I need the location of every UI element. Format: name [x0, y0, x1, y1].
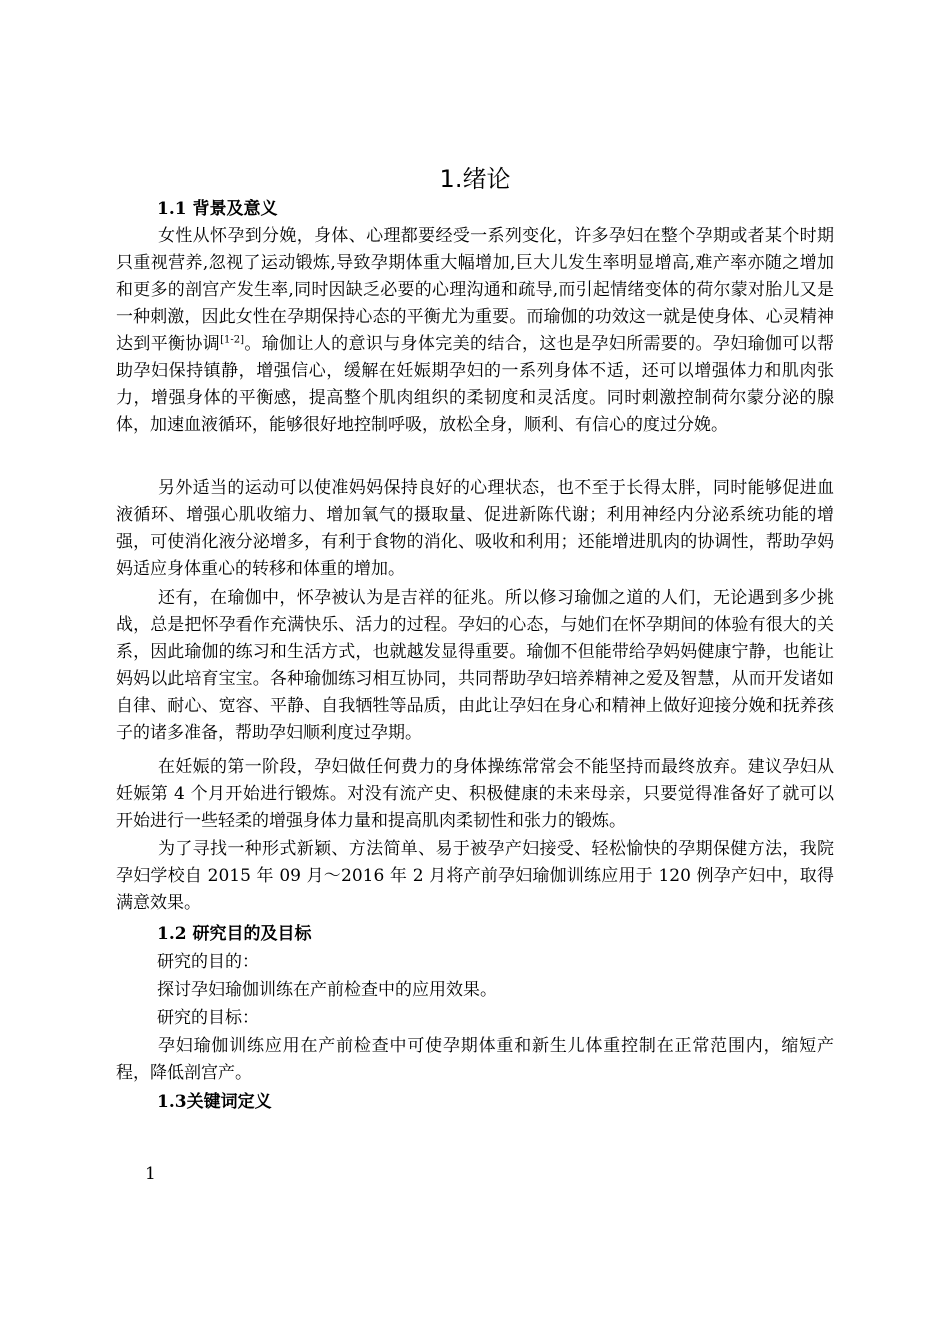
section-heading-1-1: 1.1 背景及意义 — [157, 199, 278, 219]
paragraph-1-text-b: 。瑜伽让人的意识与身体完美的结合，这也是孕妇所需要的。孕妇瑜伽可以帮助孕妇保持镇静，增强信心，缓解在妊娠期孕妇的一系列身体不适，还可以增强体力和肌肉张力，增强身体的平衡感，提高整个肌肉组织的柔韧度和灵活度。同时刺激控制荷尔蒙分泌的腺体，加速血液循环，能够很好地控制呼吸，放松全身，顺利、有信心的度过分娩。 — [116, 334, 835, 435]
section-heading-1-3: 1.3关键词定义 — [157, 1092, 272, 1112]
citation-mark: [1-2] — [220, 334, 245, 346]
paragraph-5: 为了寻找一种形式新颖、方法简单、易于被孕产妇接受、轻松愉快的孕期保健方法，我院孕妇学校自 2015 年 09 月～2016 年 2 月将产前孕妇瑜伽训练应用于 120 例孕产妇中，取得满意效果。 — [116, 839, 834, 913]
paragraph-3: 还有，在瑜伽中，怀孕被认为是吉祥的征兆。所以修习瑜伽之道的人们，无论遇到多少挑战，总是把怀孕看作充满快乐、活力的过程。孕妇的心态，与她们在怀孕期间的体验有很大的关系，因此瑜伽的练习和生活方式，也就越发显得重要。瑜伽不但能带给孕妈妈健康宁静，也能让妈妈以此培育宝宝。各种瑜伽练习相互协同，共同帮助孕妇培养精神之爱及智慧，从而开发诸如自律、耐心、宽容、平静、自我牺牲等品质，由此让孕妇在身心和精神上做好迎接分娩和抚养孩子的诸多准备，帮助孕妇顺利度过孕期。 — [116, 588, 834, 743]
paragraph-1 — [116, 223, 834, 439]
paragraph-4: 在妊娠的第一阶段，孕妇做任何费力的身体操练常常会不能坚持而最终放弃。建议孕妇从妊娠第 4 个月开始进行锻炼。对没有流产史、积极健康的未来母亲，只要觉得准备好了就可以开始进行一些轻柔的增强身体力量和提高肌肉柔韧性和张力的锻炼。 — [116, 757, 834, 831]
chapter-title: 1.绪论 — [439, 165, 511, 193]
purpose-label: 研究的目的： — [157, 952, 259, 972]
section-heading-1-2: 1.2 研究目的及目标 — [157, 924, 312, 944]
goal-text: 孕妇瑜伽训练应用在产前检查中可使孕期体重和新生儿体重控制在正常范围内，缩短产程，降低剖宫产。 — [116, 1036, 834, 1083]
paragraph-2: 另外适当的运动可以使准妈妈保持良好的心理状态，也不至于长得太胖，同时能够促进血液循环、增强心肌收缩力、增加氧气的摄取量、促进新陈代谢；利用神经内分泌系统功能的增强，可使消化液分泌增多，有利于食物的消化、吸收和利用；还能增进肌肉的协调性，帮助孕妈妈适应身体重心的转移和体重的增加。 — [116, 478, 834, 579]
paragraph-1-text-a: 女性从怀孕到分娩，身体、心理都要经受一系列变化，许多孕妇在整个孕期或者某个时期只重视营养,忽视了运动锻炼,导致孕期体重大幅增加,巨大儿发生率明显增高,难产率亦随之增加和更多的剖宫产发生率,同时因缺乏必要的心理沟通和疏导,而引起情绪变体的荷尔蒙对胎儿又是一种刺激，因此女性在孕期保持心态的平衡尤为重要。而瑜伽的功效这一就是使身体、心灵精神达到平衡协调 — [116, 226, 834, 354]
page-number: 1 — [145, 1164, 156, 1184]
purpose-text: 探讨孕妇瑜伽训练在产前检查中的应用效果。 — [157, 980, 497, 1000]
goal-label: 研究的目标： — [157, 1008, 259, 1028]
